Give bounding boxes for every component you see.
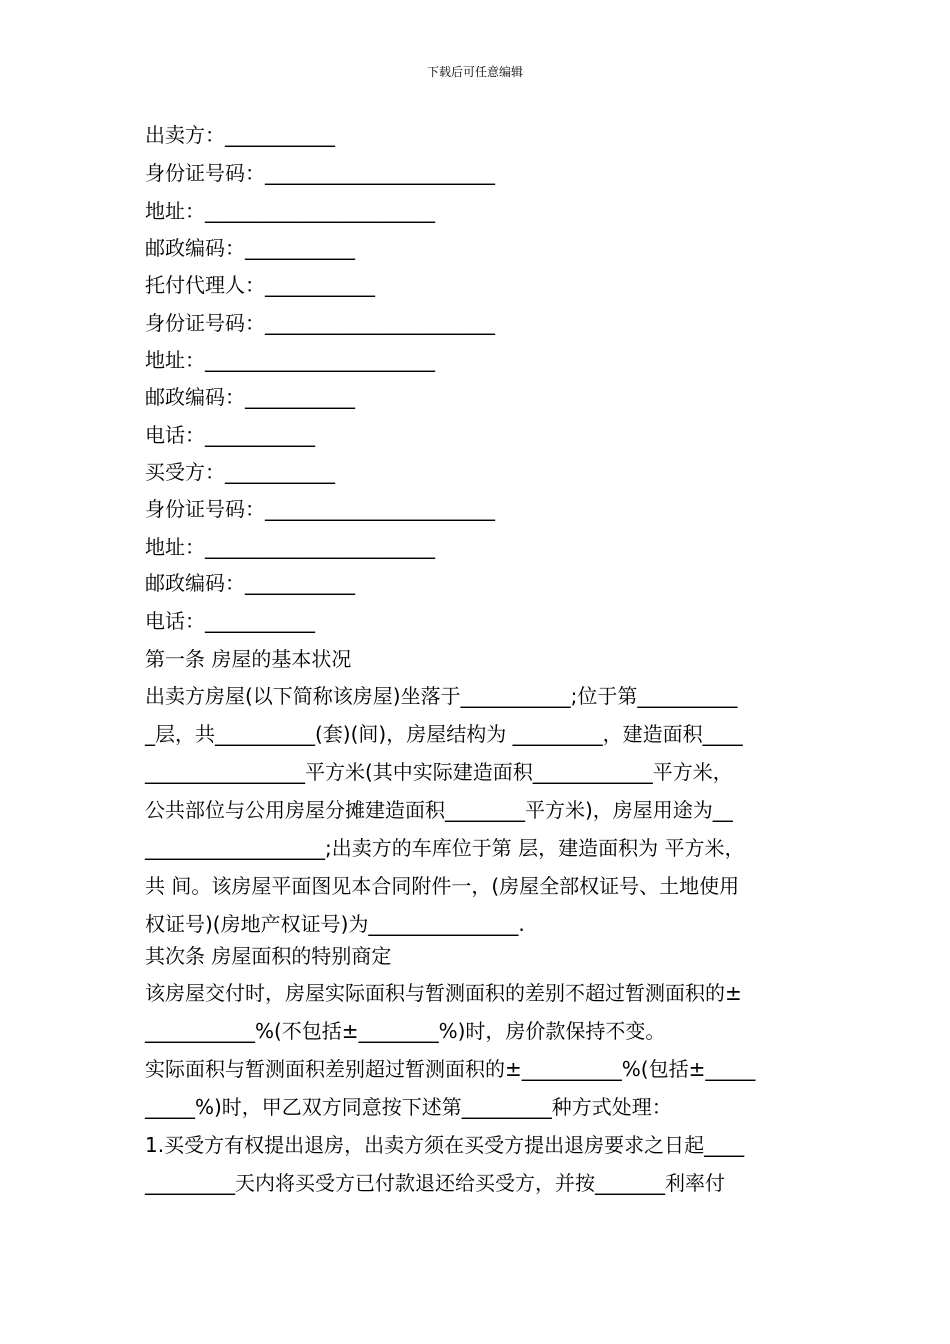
article2-title: 其次条 房屋面积的特别商定 [145, 944, 392, 968]
seller-postcode-field: 邮政编码：___________ [145, 236, 355, 260]
article1-line: _层，共__________(套)(间)，房屋结构为 _________，建造面积____ [145, 722, 743, 746]
article2-line: 1.买受方有权提出退房，出卖方须在买受方提出退房要求之日起____ [145, 1133, 745, 1157]
download-note: 下载后可任意编辑 [426, 65, 523, 79]
article1-line: __________________;出卖方的车库位于第 层，建造面积为 平方米， [145, 836, 745, 860]
buyer-id-field: 身份证号码：_______________________ [145, 497, 495, 521]
article1-line: ________________平方米(其中实际建造面积____________平方米， [145, 760, 733, 784]
article1-line: 出卖方房屋(以下简称该房屋)坐落于___________;位于第__________ [145, 684, 738, 708]
article2-body [145, 974, 825, 1202]
article1-body [145, 677, 825, 943]
agent-id-field: 身份证号码：_______________________ [145, 311, 495, 335]
buyer-phone-field: 电话：___________ [145, 609, 315, 633]
buyer-postcode-field: 邮政编码：___________ [145, 571, 355, 595]
article2-line: _________天内将买受方已付款退还给买受方，并按_______利率付 [145, 1171, 725, 1195]
article2-line: 实际面积与暂测面积差别超过暂测面积的±__________%(包括±_____ [145, 1057, 756, 1081]
article1-line: 权证号)(房地产权证号)为_______________. [145, 912, 525, 936]
agent-phone-field: 电话：___________ [145, 423, 315, 447]
article2-line: ___________%(不包括±________%)时，房价款保持不变。 [145, 1019, 666, 1043]
buyer-address-field: 地址：_______________________ [145, 535, 435, 559]
article1-title: 第一条 房屋的基本状况 [145, 647, 352, 671]
seller-address-field: 地址：_______________________ [145, 199, 435, 223]
buyer-field: 买受方：___________ [145, 460, 335, 484]
agent-address-field: 地址：_______________________ [145, 348, 435, 372]
agent-field: 托付代理人：___________ [145, 273, 375, 297]
article1-line: 共 间。该房屋平面图见本合同附件一，(房屋全部权证号、土地使用 [145, 874, 740, 898]
seller-field: 出卖方：___________ [145, 123, 335, 147]
agent-postcode-field: 邮政编码：___________ [145, 385, 355, 409]
article2-line: _____%)时，甲乙双方同意按下述第_________种方式处理： [145, 1095, 672, 1119]
seller-id-field: 身份证号码：_______________________ [145, 161, 495, 185]
article1-line: 公共部位与公用房屋分摊建造面积________平方米)，房屋用途为__ [145, 798, 733, 822]
article2-line: 该房屋交付时，房屋实际面积与暂测面积的差别不超过暂测面积的± [145, 981, 742, 1005]
